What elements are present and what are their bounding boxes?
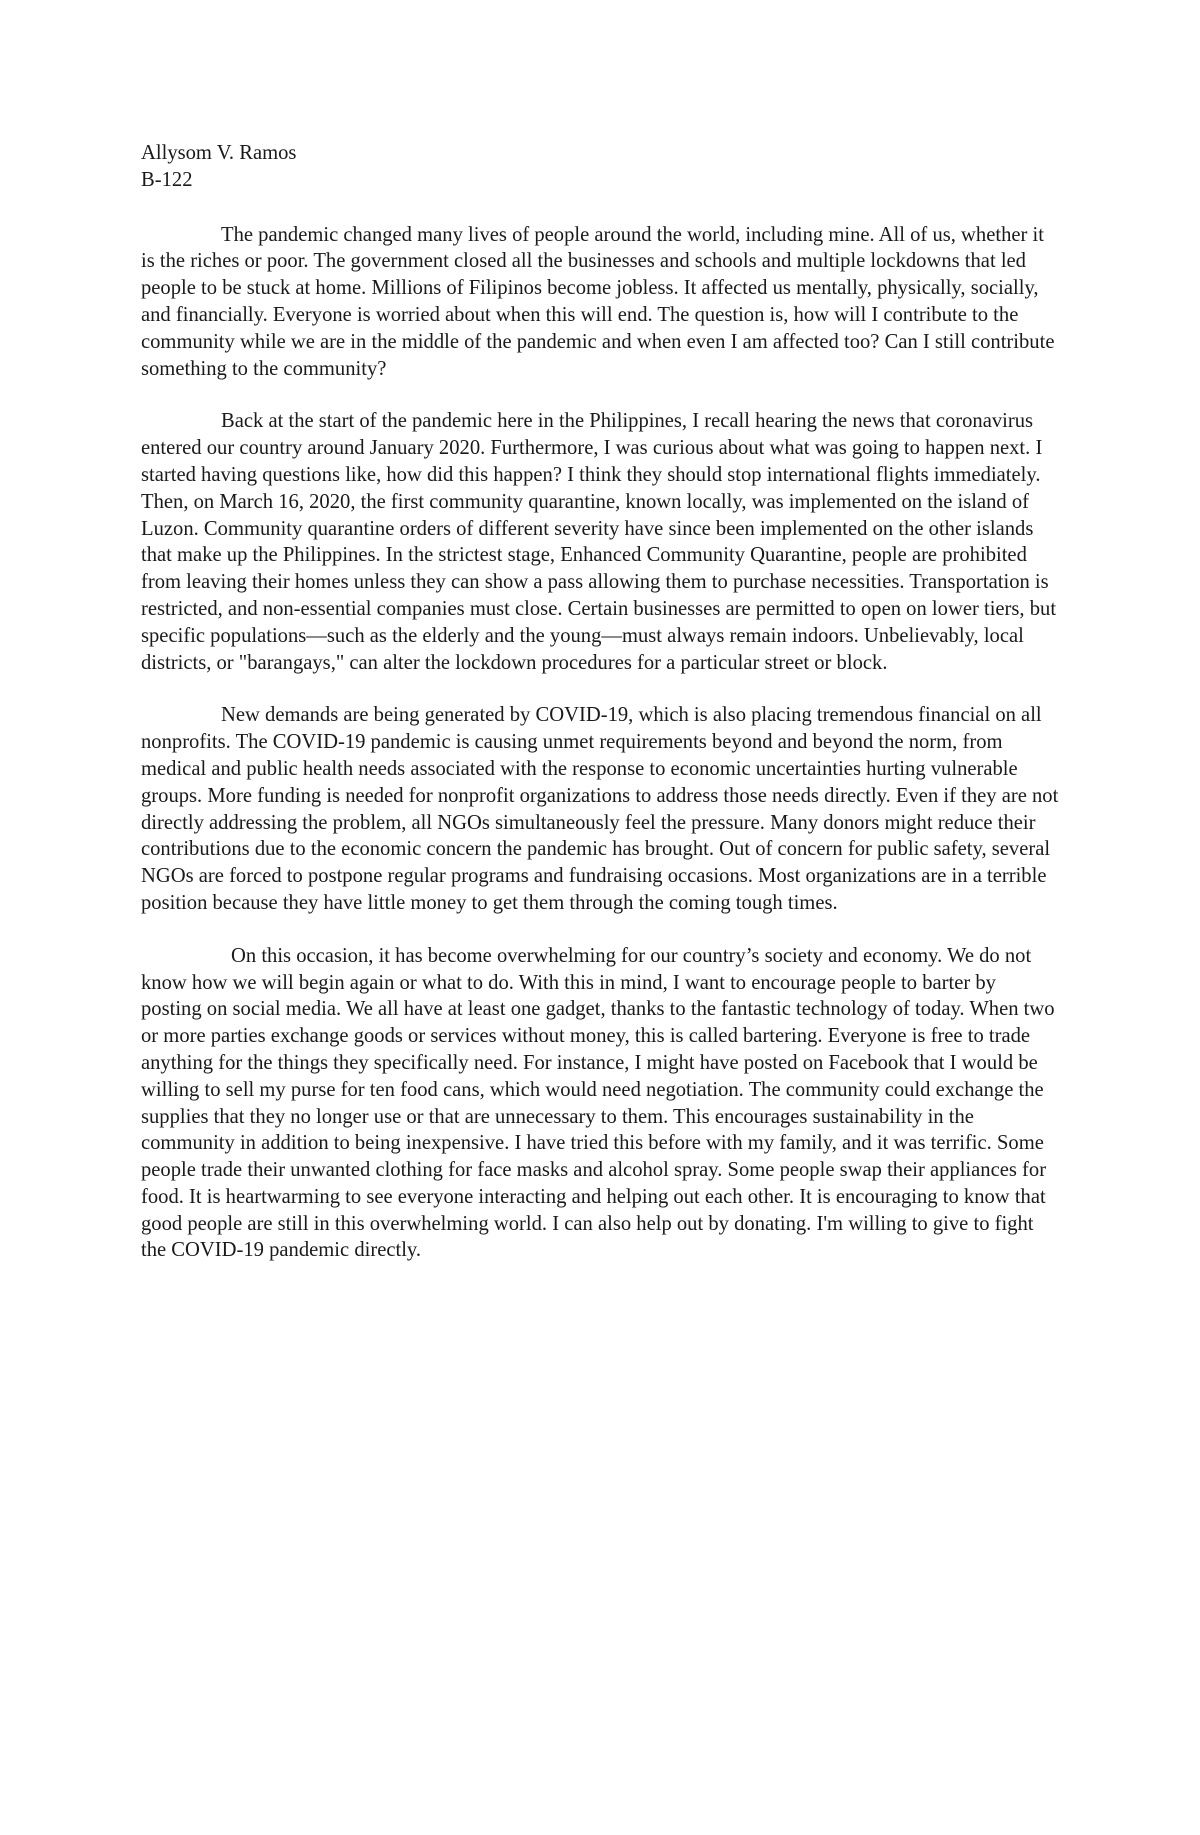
paragraph-3: New demands are being generated by COVID-19, which is also placing tremendous financial on all nonprofits. The COVID-19 pandemic is causing unmet requirements beyond and beyond the norm, from medical and public health needs associated with the response to economic uncertainties hurting vulnerable groups. More funding is needed for nonprofit organizations to address those needs directly. Even if they are not directly addressing the problem, all NGOs simultaneously feel the pressure. Many donors might reduce their contributions due to the economic concern the pandemic has brought. Out of concern for public safety, several NGOs are forced to postpone regular programs and fundraising occasions. Most organizations are in a terrible position because they have little money to get them through the coming tough times.: [141, 704, 1059, 914]
author-name: Allysom V. Ramos: [141, 142, 297, 164]
paragraph-2: Back at the start of the pandemic here in the Philippines, I recall hearing the news that coronavirus entered our country around January 2020. Furthermore, I was curious about what was going to happen next. I started having questions like, how did this happen? I think they should stop international flights immediately. Then, on March 16, 2020, the first community quarantine, known locally, was implemented on the island of Luzon. Community quarantine orders of different severity have since been implemented on the other islands that make up the Philippines. In the strictest stage, Enhanced Community Quarantine, people are prohibited from leaving their homes unless they can show a pass allowing them to purchase necessities. Transportation is restricted, and non-essential companies must close. Certain businesses are permitted to open on lower tiers, but specific populations—such as the elderly and the young—must always remain indoors. Unbelievably, local districts, or "barangays," can alter the lockdown procedures for a particular street or block.: [141, 410, 1057, 674]
document-body: [141, 140, 1061, 1290]
paragraph-1: The pandemic changed many lives of people around the world, including mine. All of us, whether it is the riches or poor. The government closed all the businesses and schools and multiple lockdowns that led people to be stuck at home. Millions of Filipinos become jobless. It affected us mentally, physically, socially, and financially. Everyone is worried about when this will end. The question is, how will I contribute to the community while we are in the middle of the pandemic and when even I am affected too? Can I still contribute something to the community?: [141, 223, 1055, 380]
paragraph-4: On this occasion, it has become overwhelming for our country’s society and economy. We do not know how we will begin again or what to do. With this in mind, I want to encourage people to barter by posting on social media. We all have at least one gadget, thanks to the fantastic technology of today. When two or more parties exchange goods or services without money, this is called bartering. Everyone is free to trade anything for the things they specifically need. For instance, I might have posted on Facebook that I would be willing to sell my purse for ten food cans, which would need negotiation. The community could exchange the supplies that they no longer use or that are unnecessary to them. This encourages sustainability in the community in addition to being inexpensive. I have tried this before with my family, and it was terrific. Some people trade their unwanted clothing for face masks and alcohol spray. Some people swap their appliances for food. It is heartwarming to see everyone interacting and helping out each other. It is encouraging to know that good people are still in this overwhelming world. I can also help out by donating. I'm willing to give to fight the COVID-19 pandemic directly.: [141, 944, 1055, 1262]
section-code: B-122: [141, 168, 193, 191]
document-header: [141, 140, 1061, 194]
